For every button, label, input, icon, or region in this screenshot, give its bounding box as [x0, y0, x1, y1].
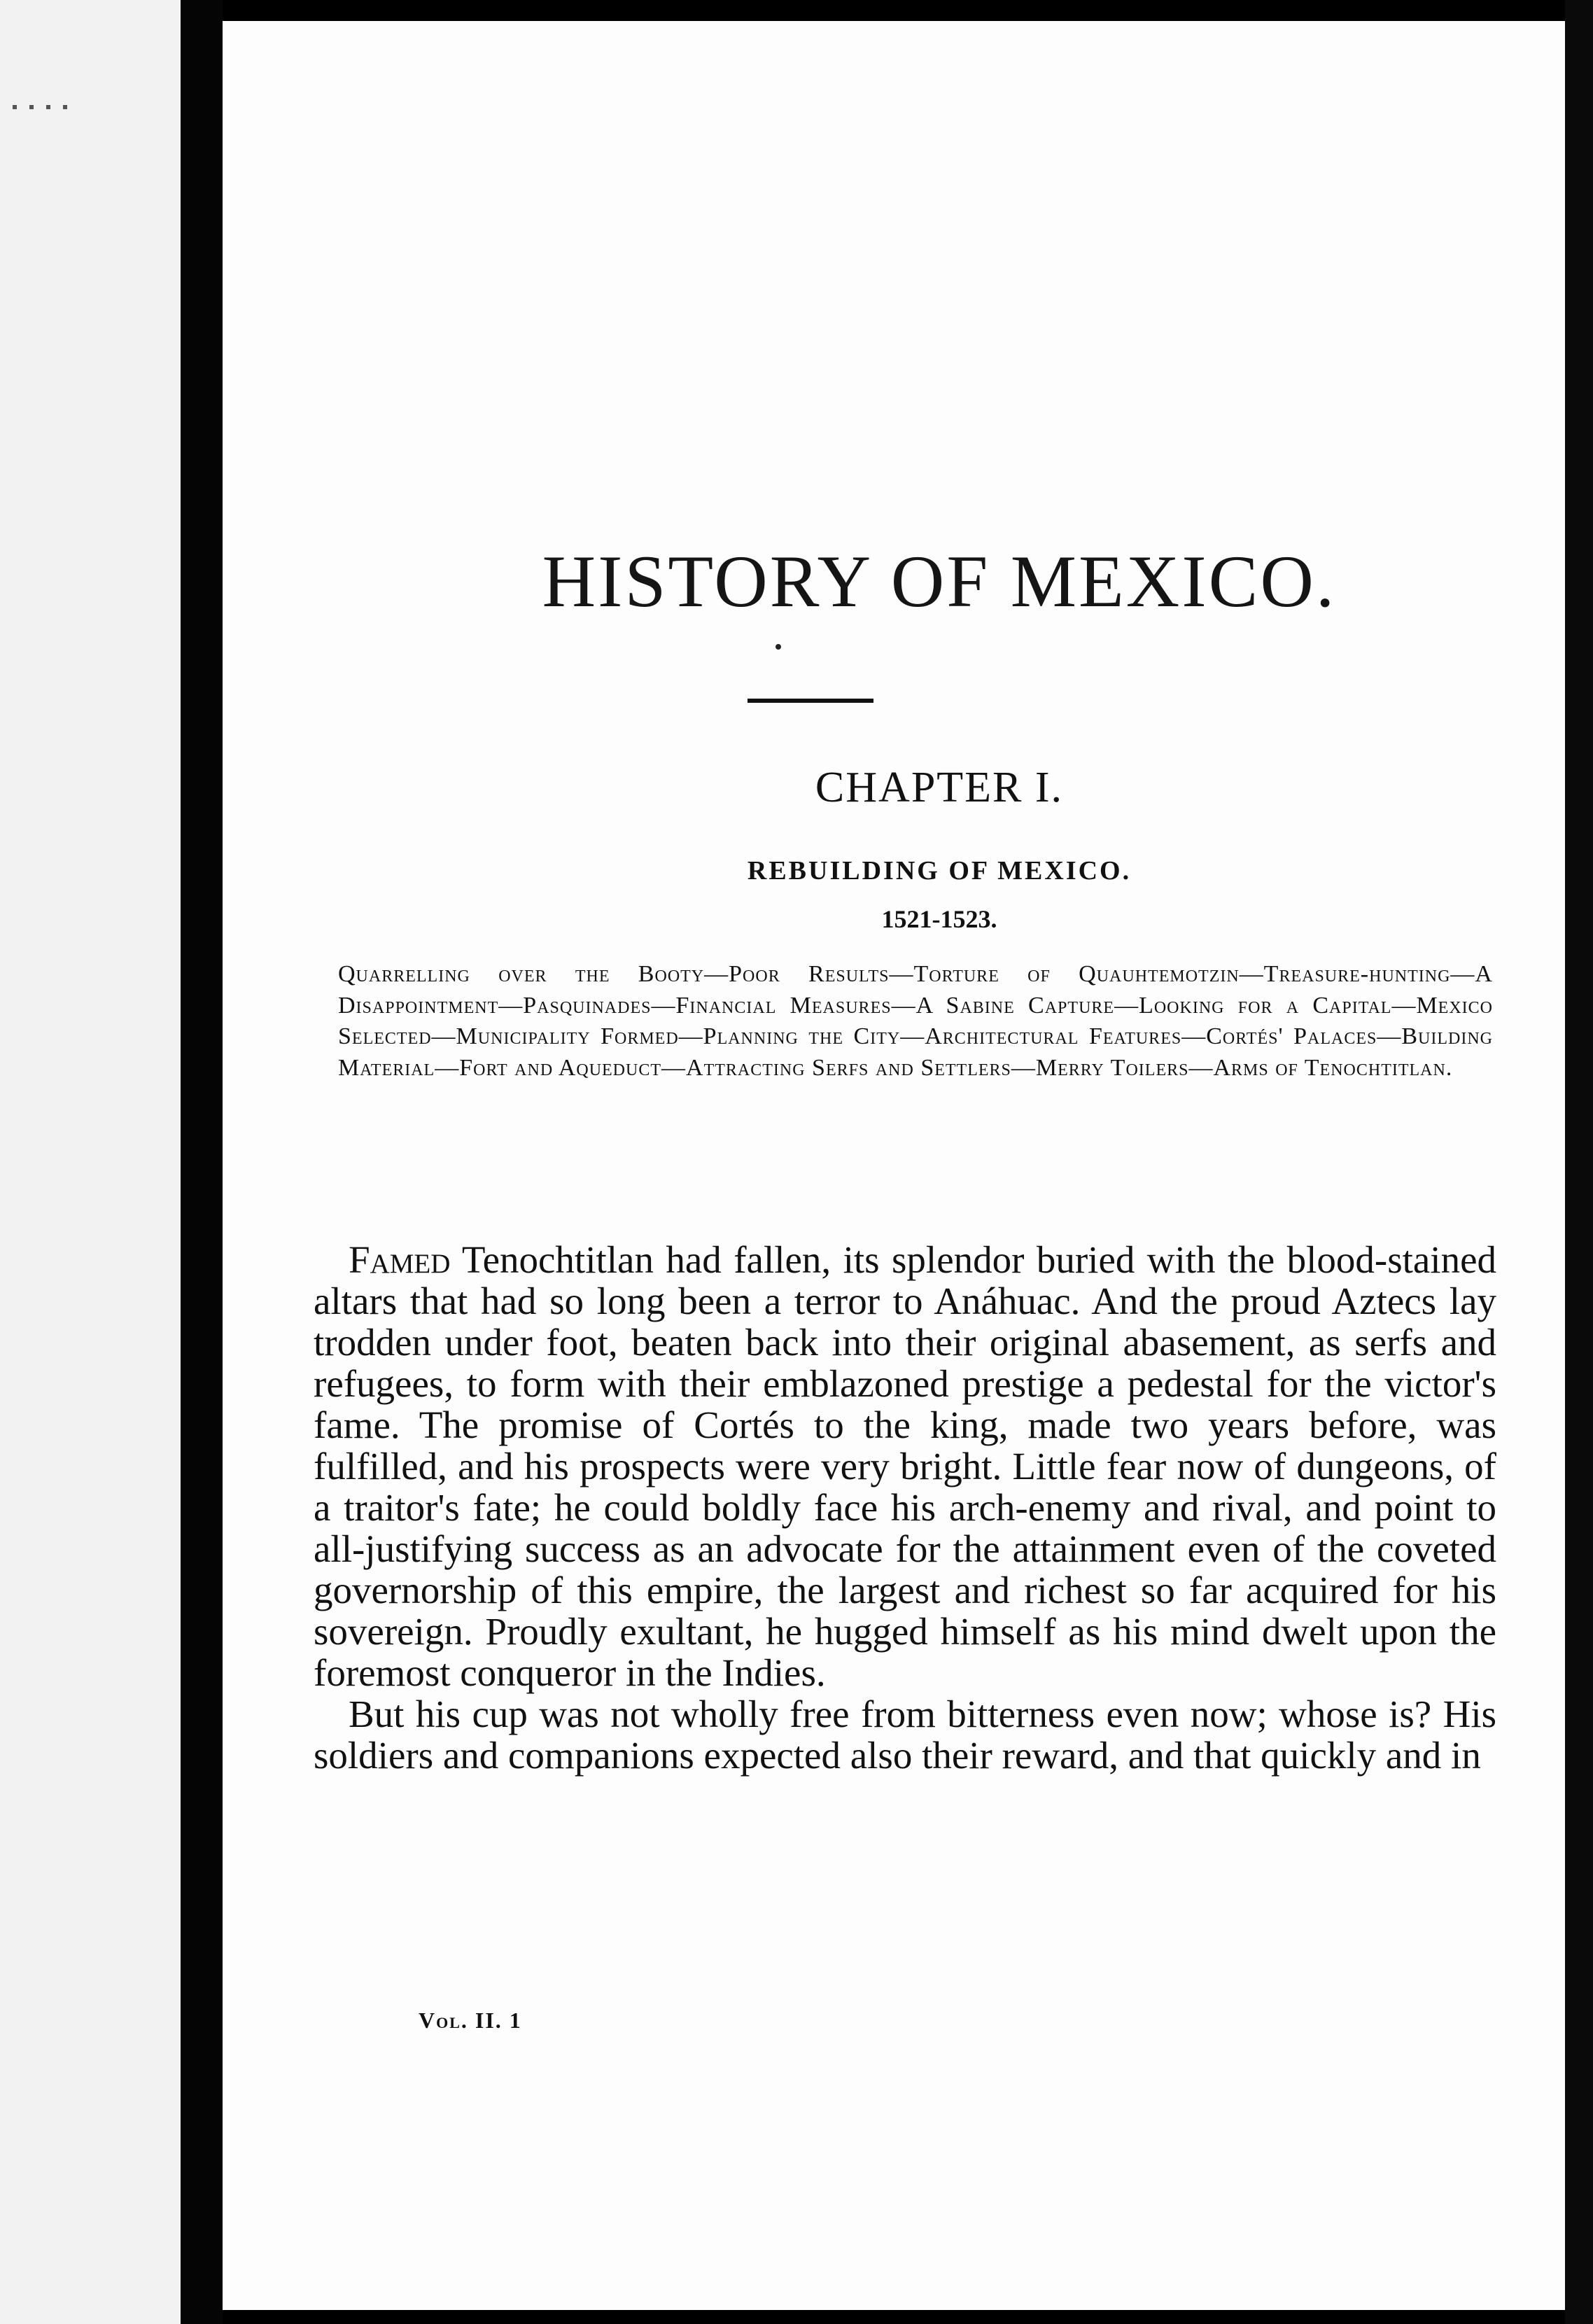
left-page-edge [0, 0, 181, 2324]
book-title: HISTORY OF MEXICO. [542, 540, 1337, 622]
signature-mark: Vol. II. 1 [419, 2008, 522, 2033]
first-word: Famed [349, 1238, 451, 1281]
title-rule [748, 699, 873, 703]
chapter-title: REBUILDING OF MEXICO. [747, 856, 1132, 886]
chapter-synopsis: Quarrelling over the Booty—Poor Results—Torture of Quauhtemotzin—Treasure-hunting—A Disappointment—Pasquinades—Financial Measures—A Sabine Capture—Looking for a Capital—Mexico Selected—Municipality Formed—Planning the City—Architectural Features—Cortés' Palaces—Building Material—Fort and Aqueduct—Attracting Serfs and Settlers—Merry Toilers—Arms of Tenochtitlan. [338, 961, 1493, 1081]
book-gutter [181, 0, 223, 2324]
book-page [223, 21, 1565, 2310]
paragraph-2: But his cup was not wholly free from bitterness even now; whose is? His soldiers and companions expected also their reward, and that quickly and in [314, 1693, 1496, 1777]
left-page-mark [13, 105, 76, 109]
chapter-number: CHAPTER I. [815, 764, 1064, 811]
paragraph-1 [314, 1239, 1496, 1693]
chapter-years: 1521-1523. [881, 905, 997, 933]
right-scan-edge [1565, 0, 1593, 2324]
ink-speck [776, 644, 781, 650]
body-text [314, 1239, 1496, 1776]
paragraph-1-text: Tenochtitlan had fallen, its splendor buried with the blood-stained altars that had so long been a terror to Anáhuac. And the proud Aztecs lay trodden under foot, beaten back into their original abasement, as serfs and refugees, to form with their emblazoned prestige a pedestal for the victor's fame. The promise of Cortés to the king, made two years before, was fulfilled, and his prospects were very bright. Little fear now of dungeons, of a traitor's fate; he could boldly face his arch-enemy and rival, and point to all-justifying success as an advocate for the attainment even of the coveted governorship of this empire, the largest and richest so far acquired for his sovereign. Proudly exultant, he hugged himself as his mind dwelt upon the foremost conqueror in the Indies. [314, 1238, 1496, 1694]
